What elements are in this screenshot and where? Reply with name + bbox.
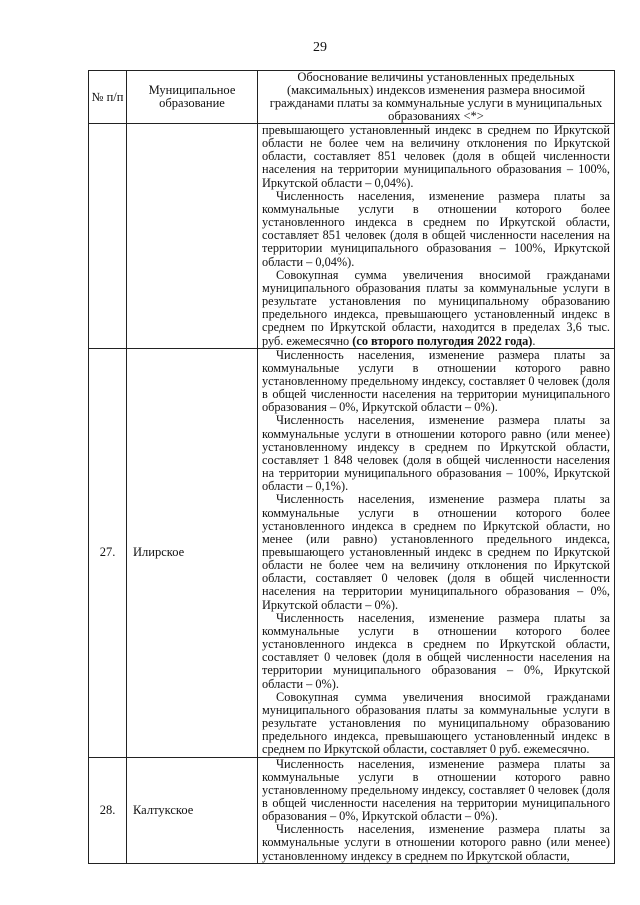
row-municipality: Калтукское — [127, 757, 258, 863]
table-row — [89, 124, 615, 349]
row-basis — [258, 124, 615, 349]
table-row — [89, 757, 615, 863]
paragraph: Численность населения, изменение размера платы за коммунальные услуги в отношении которого более установленного индекса в среднем по Иркутской области, составляет 851 человек (доля в общей численности населения на территории муниципального образования – 100%, Иркутской области – 0,04%). — [262, 188, 610, 269]
paragraph-bold: (со второго полугодия 2022 года) — [352, 333, 533, 348]
header-num: № п/п — [89, 71, 127, 124]
paragraph: Численность населения, изменение размера платы за коммунальные услуги в отношении которого более установленного индекса в среднем по Иркутской области, составляет 0 человек (доля в общей численности населения на территории муниципального образования – 0%, Иркутской области – 0%). — [262, 610, 610, 691]
row-basis — [258, 757, 615, 863]
table-row — [89, 348, 615, 757]
row-number: 27. — [89, 348, 127, 757]
row-municipality: Илирское — [127, 348, 258, 757]
paragraph: Численность населения, изменение размера платы за коммунальные услуги в отношении которого равно (или менее) установленному индексу в среднем по Иркутской области, составляет 1 848 человек (доля в общей численности населения на территории муниципального образования – 100%, Иркутской области – 0,1%). — [262, 413, 610, 494]
table-header-row — [89, 71, 615, 124]
row-basis — [258, 348, 615, 757]
indices-table — [88, 70, 615, 864]
row-municipality — [127, 124, 258, 349]
paragraph — [262, 269, 610, 348]
header-basis: Обоснование величины установленных предельных (максимальных) индексов изменения размера вносимой гражданами платы за коммунальные услуги в муниципальных образованиях <*> — [258, 71, 615, 124]
page-number: 29 — [313, 40, 327, 55]
paragraph: Численность населения, изменение размера платы за коммунальные услуги в отношении которого равно установленному предельному индексу, составляет 0 человек (доля в общей численности населения на территории муниципального образования – 0%, Иркутской области – 0%). — [262, 756, 610, 824]
row-number — [89, 124, 127, 349]
paragraph-tail: . — [532, 333, 536, 348]
paragraph: Численность населения, изменение размера платы за коммунальные услуги в отношении которого более установленного индекса в среднем по Иркутской области, но менее (или равно) установленного предельного индекса, превышающего установленный индекс в среднем по Иркутской области не более чем на величину отклонения по Иркутской области, составляет 0 человек (доля в общей численности населения на территории муниципального образования – 0%, Иркутской области – 0%). — [262, 492, 610, 612]
paragraph: Численность населения, изменение размера платы за коммунальные услуги в отношении которого равно (или менее) установленному индексу в среднем по Иркутской области, — [262, 822, 610, 863]
paragraph: Совокупная сумма увеличения вносимой гражданами муниципального образования платы за коммунальные услуги в результате установления по муниципальному образованию предельного индекса, превышающего установленный индекс в среднем по Иркутской области, составляет 0 руб. ежемесячно. — [262, 689, 610, 757]
header-municipality: Муниципальное образование — [127, 71, 258, 124]
paragraph: Численность населения, изменение размера платы за коммунальные услуги в отношении которого равно установленному предельному индексу, составляет 0 человек (доля в общей численности населения на территории муниципального образования – 0%, Иркутской области – 0%). — [262, 347, 610, 415]
paragraph: превышающего установленный индекс в среднем по Иркутской области не более чем на величину отклонения по Иркутской области, составляет 851 человек (доля в общей численности населения на территории муниципального образования – 100%, Иркутской области – 0,04%). — [262, 123, 610, 190]
row-number: 28. — [89, 757, 127, 863]
paragraph-text: Совокупная сумма увеличения вносимой гражданами муниципального образования платы за коммунальные услуги в результате установления по муниципальному образованию предельного индекса, превышающего установленный индекс в среднем по Иркутской области, находится в пределах 3,6 тыс. руб. ежемесячно — [262, 267, 610, 348]
